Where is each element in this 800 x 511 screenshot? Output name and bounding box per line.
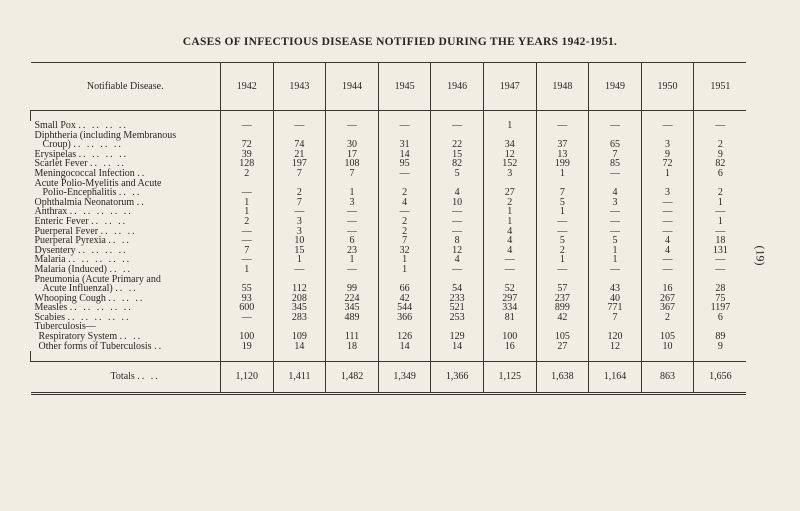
cell-value: — <box>694 207 747 217</box>
cell-value: 27 <box>483 188 536 198</box>
cell-value: 74 <box>273 140 326 150</box>
cell-value: 108 <box>326 159 379 169</box>
cell-value: 131 <box>694 246 747 256</box>
cell-value: 1 <box>221 265 274 275</box>
cell-value: 5 <box>536 198 589 208</box>
leader-dots: .. .. <box>115 283 138 295</box>
leader-dots: .. .. .. .. .. <box>69 206 133 218</box>
disease-name-text: Measles <box>34 302 68 314</box>
cell-value: 14 <box>273 342 326 352</box>
leader-dots: .. .. <box>109 263 132 275</box>
total-value: 1,349 <box>378 362 431 394</box>
cell-value: — <box>536 121 589 131</box>
cell-value: 9 <box>694 342 747 352</box>
cell-value: — <box>221 121 274 131</box>
cell-value: 37 <box>536 140 589 150</box>
disease-name-text: Enteric Fever <box>34 215 89 227</box>
header-year: 1942 <box>221 63 274 111</box>
cell-value: 43 <box>589 284 642 294</box>
table-title: CASES OF INFECTIOUS DISEASE NOTIFIED DURING THE YEARS 1942-1951. <box>182 36 618 48</box>
cell-value: 2 <box>221 169 274 179</box>
cell-value: 42 <box>378 294 431 304</box>
cell-value: — <box>221 236 274 246</box>
cell-value: 1 <box>326 188 379 198</box>
table-row <box>31 255 747 265</box>
table-row <box>31 246 747 256</box>
cell-value: — <box>326 207 379 217</box>
cell-value: 7 <box>378 236 431 246</box>
total-value: 1,125 <box>483 362 536 394</box>
cell-value: 2 <box>694 140 747 150</box>
page-number: (19) <box>753 245 768 266</box>
cell-value: 105 <box>641 332 694 342</box>
cell-value: 152 <box>483 159 536 169</box>
disease-name-text: Polio-Encephalitis <box>42 187 117 199</box>
cell-value: 95 <box>378 159 431 169</box>
cell-value: 345 <box>326 303 379 313</box>
cell-value: — <box>431 227 484 237</box>
cell-value: 12 <box>431 246 484 256</box>
cell-value: 5 <box>431 169 484 179</box>
cell-value: — <box>273 207 326 217</box>
disease-name-text: Malaria (Induced) <box>34 263 107 275</box>
cell-value: 2 <box>378 217 431 227</box>
cell-value: 1197 <box>694 303 747 313</box>
cell-value: 1 <box>589 255 642 265</box>
disease-name-text: Puerperal Fever <box>34 225 99 237</box>
cell-value: 367 <box>641 303 694 313</box>
disease-name-text: Erysipelas <box>34 148 77 160</box>
leader-dots: .. .. .. .. .. <box>68 254 132 266</box>
cell-value: 93 <box>221 294 274 304</box>
cell-value: 771 <box>589 303 642 313</box>
cell-value: 18 <box>326 342 379 352</box>
cell-value: 2 <box>378 227 431 237</box>
cell-value: 22 <box>431 140 484 150</box>
table-body <box>31 111 747 394</box>
cell-value: 4 <box>378 198 431 208</box>
cell-value: 7 <box>326 169 379 179</box>
cell-value: 233 <box>431 294 484 304</box>
leader-dots: .. .. .. .. <box>78 244 128 256</box>
cell-value: 1 <box>221 198 274 208</box>
cell-value: 15 <box>431 150 484 160</box>
cell-value: — <box>641 217 694 227</box>
leader-dots: .. .. <box>118 187 142 199</box>
cell-value: 6 <box>694 313 747 323</box>
cell-value: — <box>589 265 642 275</box>
cell-value: 30 <box>326 140 379 150</box>
cell-value: 197 <box>273 159 326 169</box>
cell-value: — <box>694 121 747 131</box>
cell-value: 224 <box>326 294 379 304</box>
cell-value: 120 <box>589 332 642 342</box>
cell-value: — <box>483 265 536 275</box>
cell-value: — <box>694 265 747 275</box>
disease-name-text: Croup) <box>42 139 71 151</box>
cell-value: 72 <box>221 140 274 150</box>
total-value: 863 <box>641 362 694 394</box>
cell-value: 85 <box>589 159 642 169</box>
cell-value: 15 <box>273 246 326 256</box>
cell-value: 4 <box>641 236 694 246</box>
cell-value: 16 <box>641 284 694 294</box>
cell-value: 31 <box>378 140 431 150</box>
leader-dots: .. <box>136 196 146 208</box>
cell-value: 128 <box>221 159 274 169</box>
leader-dots: .. .. .. .. .. <box>69 302 133 314</box>
header-disease: Notifiable Disease. <box>31 63 221 111</box>
table-row <box>31 140 747 150</box>
cell-value: 6 <box>694 169 747 179</box>
disease-name-text: Scarlet Fever <box>34 158 88 170</box>
disease-name-text: Acute Influenzal) <box>42 283 113 295</box>
cell-value: 32 <box>378 246 431 256</box>
cell-value: — <box>641 198 694 208</box>
cell-value: 2 <box>273 188 326 198</box>
cell-value: — <box>641 121 694 131</box>
cell-value: 54 <box>431 284 484 294</box>
cell-value: 3 <box>326 198 379 208</box>
cell-value: 9 <box>641 150 694 160</box>
cell-value: 4 <box>483 246 536 256</box>
cell-value: — <box>536 227 589 237</box>
cell-value: 297 <box>483 294 536 304</box>
cell-value: 4 <box>589 188 642 198</box>
cell-value: 2 <box>641 313 694 323</box>
disease-name-text: Meningococcal Infection <box>34 167 135 179</box>
cell-value: 111 <box>326 332 379 342</box>
cell-value: 267 <box>641 294 694 304</box>
cell-value: — <box>589 169 642 179</box>
cell-value: 10 <box>273 236 326 246</box>
cell-value: 7 <box>221 246 274 256</box>
cell-value: — <box>221 255 274 265</box>
cell-value: 126 <box>378 332 431 342</box>
table-row <box>31 294 747 304</box>
cell-value: — <box>431 217 484 227</box>
cell-value: 9 <box>694 150 747 160</box>
cell-value: 100 <box>221 332 274 342</box>
disease-name-text: Tuberculosis— <box>34 321 96 333</box>
cell-value: 4 <box>483 227 536 237</box>
cell-value: 12 <box>483 150 536 160</box>
cell-value: — <box>273 265 326 275</box>
cell-value: 21 <box>273 150 326 160</box>
cell-value: 600 <box>221 303 274 313</box>
cell-value: 253 <box>431 313 484 323</box>
cell-value: 112 <box>273 284 326 294</box>
cell-value: — <box>431 207 484 217</box>
header-year: 1946 <box>431 63 484 111</box>
cell-value: — <box>589 121 642 131</box>
cell-value: 82 <box>431 159 484 169</box>
cell-value: — <box>641 207 694 217</box>
cell-value: 1 <box>221 207 274 217</box>
disease-name-text: Malaria <box>34 254 66 266</box>
cell-value: 3 <box>641 140 694 150</box>
cell-value: — <box>641 265 694 275</box>
cell-value: 7 <box>273 198 326 208</box>
leader-dots: .. <box>137 167 147 179</box>
table-row <box>31 198 747 208</box>
cell-value: 2 <box>694 188 747 198</box>
disease-name-text: Acute Polio-Myelitis and Acute <box>34 177 162 189</box>
table-row <box>31 313 747 323</box>
cell-value: 345 <box>273 303 326 313</box>
table-row <box>31 207 747 217</box>
cell-value: 7 <box>589 313 642 323</box>
table-row <box>31 131 747 141</box>
cell-value: 3 <box>273 217 326 227</box>
cell-value: 1 <box>326 255 379 265</box>
cell-value: 5 <box>536 236 589 246</box>
total-value: 1,482 <box>326 362 379 394</box>
cell-value: — <box>536 217 589 227</box>
cell-value: 8 <box>431 236 484 246</box>
cell-value: 1 <box>694 217 747 227</box>
leader-dots: .. .. <box>119 331 143 343</box>
disease-name-text: Anthrax <box>34 206 68 218</box>
cell-value: 1 <box>694 198 747 208</box>
table-row <box>31 275 747 285</box>
total-value: 1,164 <box>589 362 642 394</box>
cell-value: 3 <box>483 169 536 179</box>
table-row <box>31 227 747 237</box>
cell-value: — <box>641 227 694 237</box>
cell-value: 81 <box>483 313 536 323</box>
total-value: 1,366 <box>431 362 484 394</box>
header-year: 1951 <box>694 63 747 111</box>
cell-value: 55 <box>221 284 274 294</box>
cell-value: 1 <box>483 207 536 217</box>
cell-value: 1 <box>641 169 694 179</box>
cell-value: 4 <box>431 255 484 265</box>
header-year: 1944 <box>326 63 379 111</box>
table-row <box>31 150 747 160</box>
cell-value: 75 <box>694 294 747 304</box>
disease-table <box>30 62 746 395</box>
disease-name-text: Diphtheria (including Membranous <box>34 129 177 141</box>
cell-value: 65 <box>589 140 642 150</box>
cell-value: 544 <box>378 303 431 313</box>
cell-value: — <box>589 207 642 217</box>
cell-value: 66 <box>378 284 431 294</box>
table-row <box>31 342 747 352</box>
cell-value: 19 <box>221 342 274 352</box>
cell-value: 14 <box>378 342 431 352</box>
header-year: 1947 <box>483 63 536 111</box>
cell-value: 3 <box>589 198 642 208</box>
cell-value: 1 <box>273 255 326 265</box>
cell-value: 109 <box>273 332 326 342</box>
cell-value: — <box>483 255 536 265</box>
cell-value: 208 <box>273 294 326 304</box>
leader-dots: .. .. .. <box>90 158 127 170</box>
cell-value: 17 <box>326 150 379 160</box>
cell-value: 7 <box>589 150 642 160</box>
leader-dots: .. .. .. .. <box>78 120 128 131</box>
cell-value: — <box>221 227 274 237</box>
cell-value: — <box>589 217 642 227</box>
leader-dots: .. .. .. <box>108 292 145 304</box>
total-value: 1,411 <box>273 362 326 394</box>
cell-value: 2 <box>378 188 431 198</box>
cell-value: 1 <box>536 255 589 265</box>
cell-value: — <box>536 265 589 275</box>
cell-value: 13 <box>536 150 589 160</box>
cell-value: 99 <box>326 284 379 294</box>
cell-value: 334 <box>483 303 536 313</box>
disease-name-text: Whooping Cough <box>34 292 106 304</box>
cell-value: — <box>589 227 642 237</box>
cell-value: — <box>694 227 747 237</box>
disease-name-text: Dysentery <box>34 244 76 256</box>
cell-value: 2 <box>483 198 536 208</box>
header-row <box>31 63 747 111</box>
cell-value: 283 <box>273 313 326 323</box>
disease-name-text: Respiratory System <box>38 331 118 343</box>
cell-value: 57 <box>536 284 589 294</box>
cell-value: 100 <box>483 332 536 342</box>
cell-value: 1 <box>378 265 431 275</box>
cell-value: 1 <box>483 217 536 227</box>
cell-value: — <box>273 121 326 131</box>
leader-dots: .. .. .. <box>91 215 128 227</box>
cell-value: 39 <box>221 150 274 160</box>
cell-value: — <box>378 207 431 217</box>
cell-value: — <box>221 188 274 198</box>
totals-label-text: Totals <box>110 371 135 383</box>
cell-value: — <box>694 255 747 265</box>
cell-value: 3 <box>641 188 694 198</box>
cell-value: 10 <box>641 342 694 352</box>
cell-value: — <box>221 313 274 323</box>
cell-value: 16 <box>483 342 536 352</box>
cell-value: 2 <box>221 217 274 227</box>
table-row <box>31 236 747 246</box>
cell-value: 10 <box>431 198 484 208</box>
cell-value: 2 <box>536 246 589 256</box>
disease-name-text: Scabies <box>34 311 66 323</box>
cell-value: 199 <box>536 159 589 169</box>
total-value: 1,656 <box>694 362 747 394</box>
disease-name-text: Ophthalmia Neonatorum <box>34 196 135 208</box>
cell-value: 42 <box>536 313 589 323</box>
table-row <box>31 303 747 313</box>
cell-value: — <box>431 121 484 131</box>
leader-dots: .. <box>154 340 164 352</box>
cell-value: 1 <box>483 121 536 131</box>
header-year: 1945 <box>378 63 431 111</box>
cell-value: 89 <box>694 332 747 342</box>
disease-name <box>31 342 221 352</box>
cell-value: 521 <box>431 303 484 313</box>
totals-row <box>31 362 747 394</box>
leader-dots: .. .. .. .. <box>73 139 123 151</box>
cell-value: 899 <box>536 303 589 313</box>
cell-value: 7 <box>273 169 326 179</box>
total-value: 1,120 <box>221 362 274 394</box>
cell-value: 14 <box>378 150 431 160</box>
leader-dots: .. .. .. .. <box>78 148 129 160</box>
leader-dots: .. .. <box>137 371 160 383</box>
cell-value: 6 <box>326 236 379 246</box>
header-year: 1943 <box>273 63 326 111</box>
disease-name-text: Pneumonia (Acute Primary and <box>34 273 161 285</box>
cell-value: — <box>326 217 379 227</box>
totals-label <box>31 362 221 394</box>
cell-value: 23 <box>326 246 379 256</box>
disease-name-text: Other forms of Tuberculosis <box>38 340 152 352</box>
cell-value: 5 <box>589 236 642 246</box>
cell-value: 489 <box>326 313 379 323</box>
cell-value: — <box>378 121 431 131</box>
cell-value: 3 <box>273 227 326 237</box>
cell-value: — <box>326 227 379 237</box>
cell-value: 237 <box>536 294 589 304</box>
cell-value: 27 <box>536 342 589 352</box>
leader-dots: .. .. .. .. .. <box>67 311 131 323</box>
leader-dots: .. .. .. <box>100 225 137 237</box>
cell-value: 72 <box>641 159 694 169</box>
cell-value: — <box>641 255 694 265</box>
cell-value: 129 <box>431 332 484 342</box>
cell-value: 1 <box>536 169 589 179</box>
table-row <box>31 217 747 227</box>
disease-name-text: Puerperal Pyrexia <box>34 235 106 247</box>
cell-value: — <box>326 121 379 131</box>
cell-value: 34 <box>483 140 536 150</box>
cell-value: 1 <box>378 255 431 265</box>
cell-value: 1 <box>536 207 589 217</box>
total-value: 1,638 <box>536 362 589 394</box>
cell-value: 105 <box>536 332 589 342</box>
cell-value: — <box>378 169 431 179</box>
cell-value: — <box>431 265 484 275</box>
cell-value: 4 <box>431 188 484 198</box>
header-year: 1949 <box>589 63 642 111</box>
cell-value: 4 <box>483 236 536 246</box>
cell-value: 14 <box>431 342 484 352</box>
cell-value: 52 <box>483 284 536 294</box>
cell-value: 4 <box>641 246 694 256</box>
cell-value: 12 <box>589 342 642 352</box>
cell-value: 18 <box>694 236 747 246</box>
header-year: 1948 <box>536 63 589 111</box>
disease-name-text: Small Pox <box>34 120 76 131</box>
cell-value: 7 <box>536 188 589 198</box>
cell-value: 82 <box>694 159 747 169</box>
cell-value: — <box>326 265 379 275</box>
cell-value: 366 <box>378 313 431 323</box>
leader-dots: .. .. <box>108 235 131 247</box>
cell-value: 40 <box>589 294 642 304</box>
cell-value: 28 <box>694 284 747 294</box>
header-year: 1950 <box>641 63 694 111</box>
cell-value: 1 <box>589 246 642 256</box>
